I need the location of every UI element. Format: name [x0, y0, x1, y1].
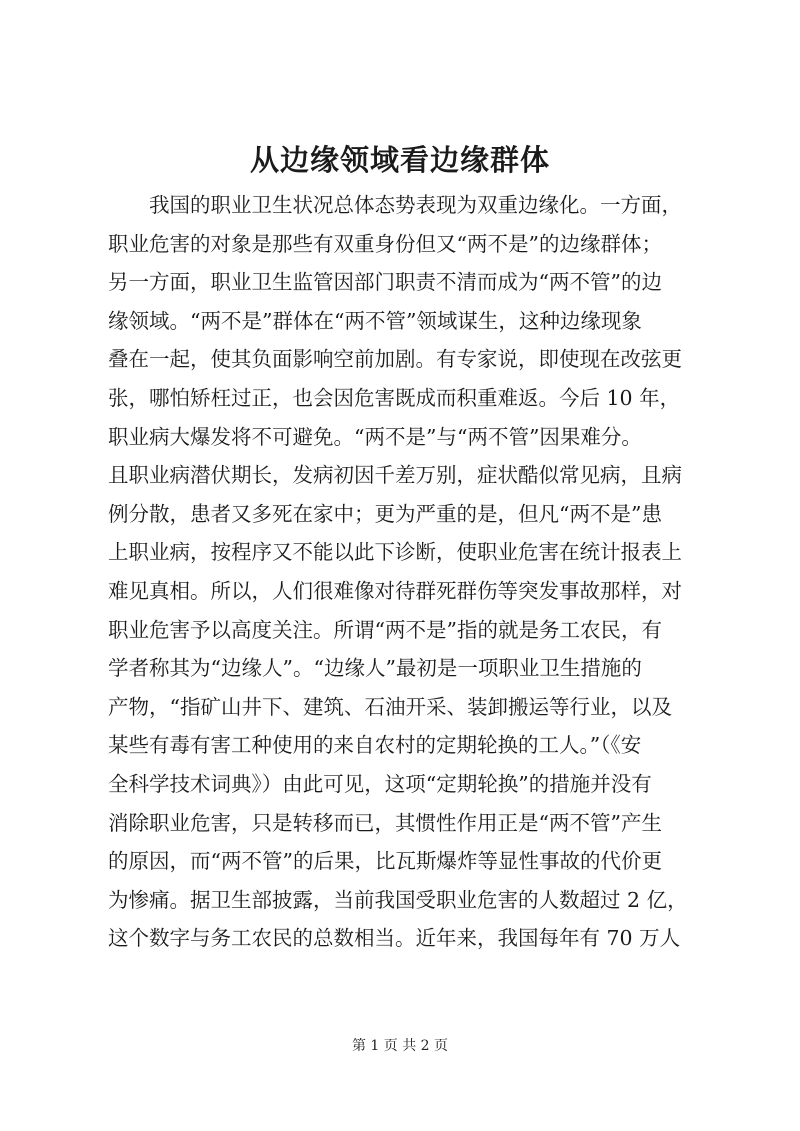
document-body	[108, 186, 708, 958]
body-line: 张，哪怕矫枉过正，也会因危害既成而积重难返。今后 10 年，	[108, 385, 681, 410]
body-line: 职业危害予以高度关注。所谓“两不是”指的就是务工农民，有	[108, 617, 662, 642]
body-line: 职业危害的对象是那些有双重身份但又“两不是”的边缘群体；	[108, 231, 662, 256]
body-line: 学者称其为“边缘人”。“边缘人”最初是一项职业卫生措施的	[108, 656, 642, 681]
body-line: 另一方面，职业卫生监管因部门职责不清而成为“两不管”的边	[108, 270, 662, 295]
body-line: 全科学技术词典》）由此可见，这项“定期轮换”的措施并没有	[108, 771, 652, 796]
body-line: 上职业病，按程序又不能以此下诊断，使职业危害在统计报表上	[108, 540, 682, 565]
body-line: 叠在一起，使其负面影响空前加剧。有专家说，即使现在改弦更	[108, 347, 682, 372]
body-line: 且职业病潜伏期长，发病初因千差万别，症状酷似常见病，且病	[108, 463, 682, 488]
body-line: 产物，“指矿山井下、建筑、石油开采、装卸搬运等行业，以及	[108, 694, 672, 719]
body-line: 为惨痛。据卫生部披露，当前我国受职业危害的人数超过 2 亿，	[108, 887, 688, 912]
body-line: 难见真相。所以，人们很难像对待群死群伤等突发事故那样，对	[108, 578, 682, 603]
page-footer: 第 1 页 共 2 页	[351, 1038, 449, 1054]
body-line: 例分散，患者又多死在家中；更为严重的是，但凡“两不是”患	[108, 501, 662, 526]
body-line: 我国的职业卫生状况总体态势表现为双重边缘化。一方面，	[149, 193, 682, 217]
body-line: 消除职业危害，只是转移而已，其惯性作用正是“两不管”产生	[108, 810, 662, 835]
body-line: 职业病大爆发将不可避免。“两不是”与“两不管”因果难分。	[108, 424, 642, 449]
body-line: 这个数字与务工农民的总数相当。近年来，我国每年有 70 万人	[108, 926, 681, 951]
document-title: 从边缘领域看边缘群体	[249, 143, 550, 177]
body-line: 的原因，而“两不管”的后果，比瓦斯爆炸等显性事故的代价更	[108, 849, 662, 874]
body-line: 缘领域。“两不是”群体在“两不管”领域谋生，这种边缘现象	[108, 308, 642, 333]
body-line: 某些有毒有害工种使用的来自农村的定期轮换的工人。”（《安	[108, 733, 642, 758]
